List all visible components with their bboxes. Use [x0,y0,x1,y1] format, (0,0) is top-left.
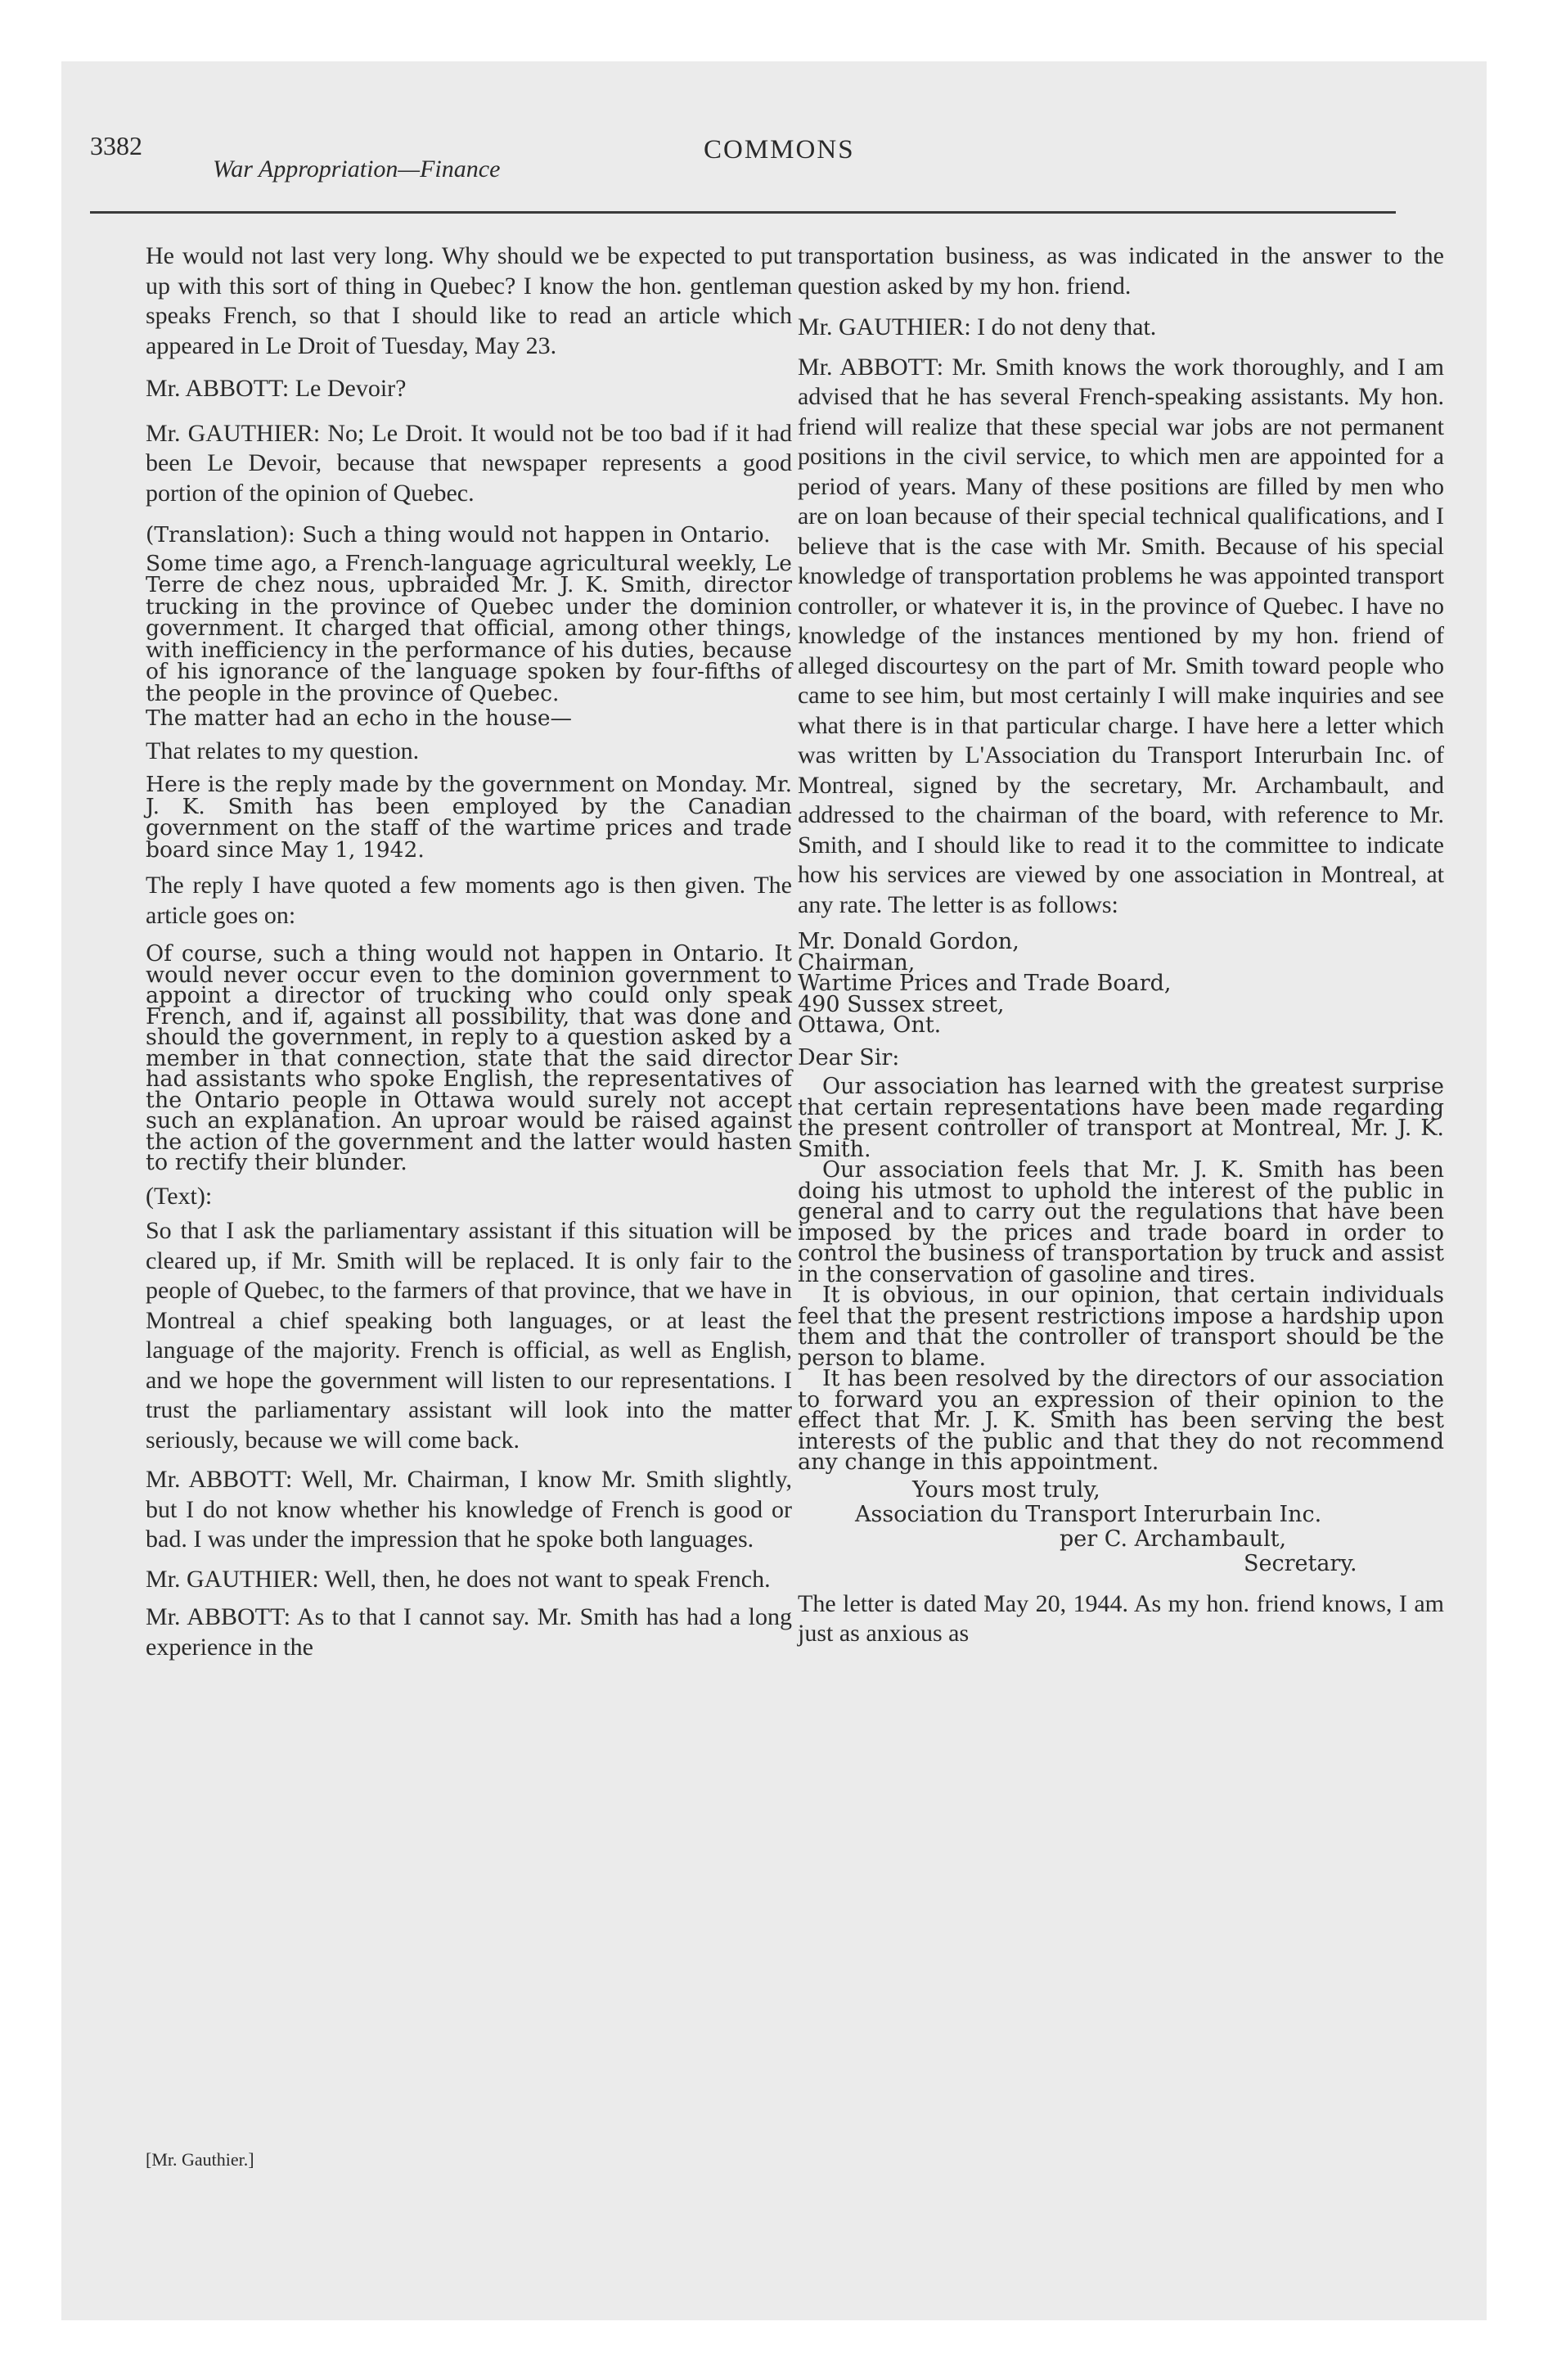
letter-paragraph: Our association feels that Mr. J. K. Smith has been doing his utmost to uphold the interest of the public in general and to carry out the regulations that have been imposed by the prices and trade board in order to control the business of transportation by truck and assist in the conservation of gasoline and tires. [798,1157,1444,1287]
quote-paragraph: The matter had an echo in the house— [146,705,573,731]
paragraph: Mr. ABBOTT: Le Devoir? [146,375,407,402]
letter-signature [798,1478,1444,1576]
quote-paragraph: Some time ago, a French-language agricultural weekly, Le Terre de chez nous, upbraided Mr. J. K. Smith, director trucking in the province of Quebec under the dominion government. It charged that official, among other things, with inefficiency in the performance of his duties, because of his ignorance of the language spoken by four-fifths of the people in the province of Quebec. [146,550,792,706]
address-line: Chairman, [798,949,916,976]
paragraph: Mr. ABBOTT: Mr. Smith knows the work thoroughly, and I am advised that he has several French-speaking assistants. My hon. friend will realize that these special war jobs are not permanent positions in the civil service, to which men are appointed for a period of years. Many of these positions are filled by men who are on loan because of their special technical qualifications, and I believe that is the case with Mr. Smith. Because of his special knowledge of transportation problems he was appointed transport controller, or whatever it is, in the province of Quebec. I have no knowledge of the instances mentioned by my hon. friend of alleged discourtesy on the part of Mr. Smith toward people who came to see him, but most certainly I will make inquiries and see what there is in that particular charge. I have here a letter which was written by L'Association du Transport Interurbain Inc. of Montreal, signed by the secretary, Mr. Archambault, and addressed to the chairman of the board, with reference to Mr. Smith, and I should like to read it to the committee to indicate how his services are viewed by one association in Montreal, at any rate. The letter is as follows: [798,353,1444,918]
signature-line: Yours most truly, [912,1476,1100,1503]
left-column [146,241,792,1662]
paragraph: Mr. GAUTHIER: No; Le Droit. It would not be too bad if it had been Le Devoir, because that newspaper represents a good portion of the opinion of Quebec. [146,419,792,507]
address-line: Mr. Donald Gordon, [798,929,1019,954]
right-column [798,241,1444,1649]
paragraph: Mr. ABBOTT: Well, Mr. Chairman, I know Mr. Smith slightly, but I do not know whether his knowledge of French is good or bad. I was under the impression that he spoke both languages. [146,1466,792,1553]
paragraph: The letter is dated May 20, 1944. As my hon. friend knows, I am just as anxious as [798,1589,1444,1647]
address-line: Wartime Prices and Trade Board, [798,971,1172,996]
letter-paragraph: Our association has learned with the greatest surprise that certain representations have been made regarding the present controller of transport at Montreal, Mr. J. K. Smith. [798,1074,1444,1162]
address-line: Ottawa, Ont. [798,1012,942,1038]
signature-line: Secretary. [1244,1550,1357,1576]
signature-line: Association du Transport Interurbain Inc. [855,1501,1322,1527]
paragraph: So that I ask the parliamentary assistant if this situation will be cleared up, if Mr. Smith will be replaced. It is only fair to the people of Quebec, to the farmers of that province, that we have in Montreal a chief speaking both languages, or at least the language of the majority. French is official, as well as English, and we hope the government will listen to our representations. I trust the parliamentary assistant will look into the matter seriously, because we will come back. [146,1217,792,1454]
quote-paragraph: Of course, such a thing would not happen in Ontario. It would never occur even to the dominion government to appoint a director of trucking who could only speak French, and if, against all possibility, that was done and should the government, in reply to a question asked by a member in that connection, state that the said director had assistants who spoke English, the representatives of the Ontario people in Ottawa would surely not accept such an explanation. An uproar would be raised against the action of the government and the latter would hasten to rectify their blunder. [146,941,792,1175]
letter-paragraph: It is obvious, in our opinion, that certain individuals feel that the present restrictions impose a hardship upon them and that the controller of transport should be the person to blame. [798,1282,1444,1371]
paragraph: Mr. ABBOTT: As to that I cannot say. Mr. Smith has had a long experience in the [146,1603,792,1661]
quote-paragraph: (Translation): Such a thing would not happen in Ontario. [146,522,771,548]
signature-line: per C. Archambault, [1060,1526,1287,1552]
paragraph: (Text): [146,1182,213,1210]
quote-paragraph: Here is the reply made by the government on Monday. Mr. J. K. Smith has been employed by the Canadian government on the staff of the wartime prices and trade board since May 1, 1942. [146,772,792,863]
paragraph: That relates to my question. [146,737,420,764]
paragraph: The reply I have quoted a few moments ago is then given. The article goes on: [146,872,792,929]
paragraph: He would not last very long. Why should we be expected to put up with this sort of thing in Quebec? I know the hon. gentleman speaks French, so that I should like to read an article which appeared in Le Droit of Tuesday, May 23. [146,242,792,359]
paragraph: Mr. GAUTHIER: Well, then, he does not want to speak French. [146,1565,771,1593]
paragraph: transportation business, as was indicated in the answer to the question asked by my hon. friend. [798,242,1444,300]
house-heading: COMMONS [704,135,855,165]
address-line: 490 Sussex street, [798,991,1005,1017]
speaker-footer: [Mr. Gauthier.] [146,2149,254,2170]
page-number: 3382 [90,131,142,160]
letter-salutation: Dear Sir: [798,1044,900,1071]
letter-paragraph: It has been resolved by the directors of our association to forward you an expression of their opinion to the effect that Mr. J. K. Smith has been serving the best interests of the public and that they do not recommend any change in this appointment. [798,1366,1444,1475]
letter-address [798,931,1444,1036]
section-heading: War Appropriation—Finance [213,156,501,183]
paragraph: Mr. GAUTHIER: I do not deny that. [798,313,1157,340]
header-rule [90,211,1396,214]
